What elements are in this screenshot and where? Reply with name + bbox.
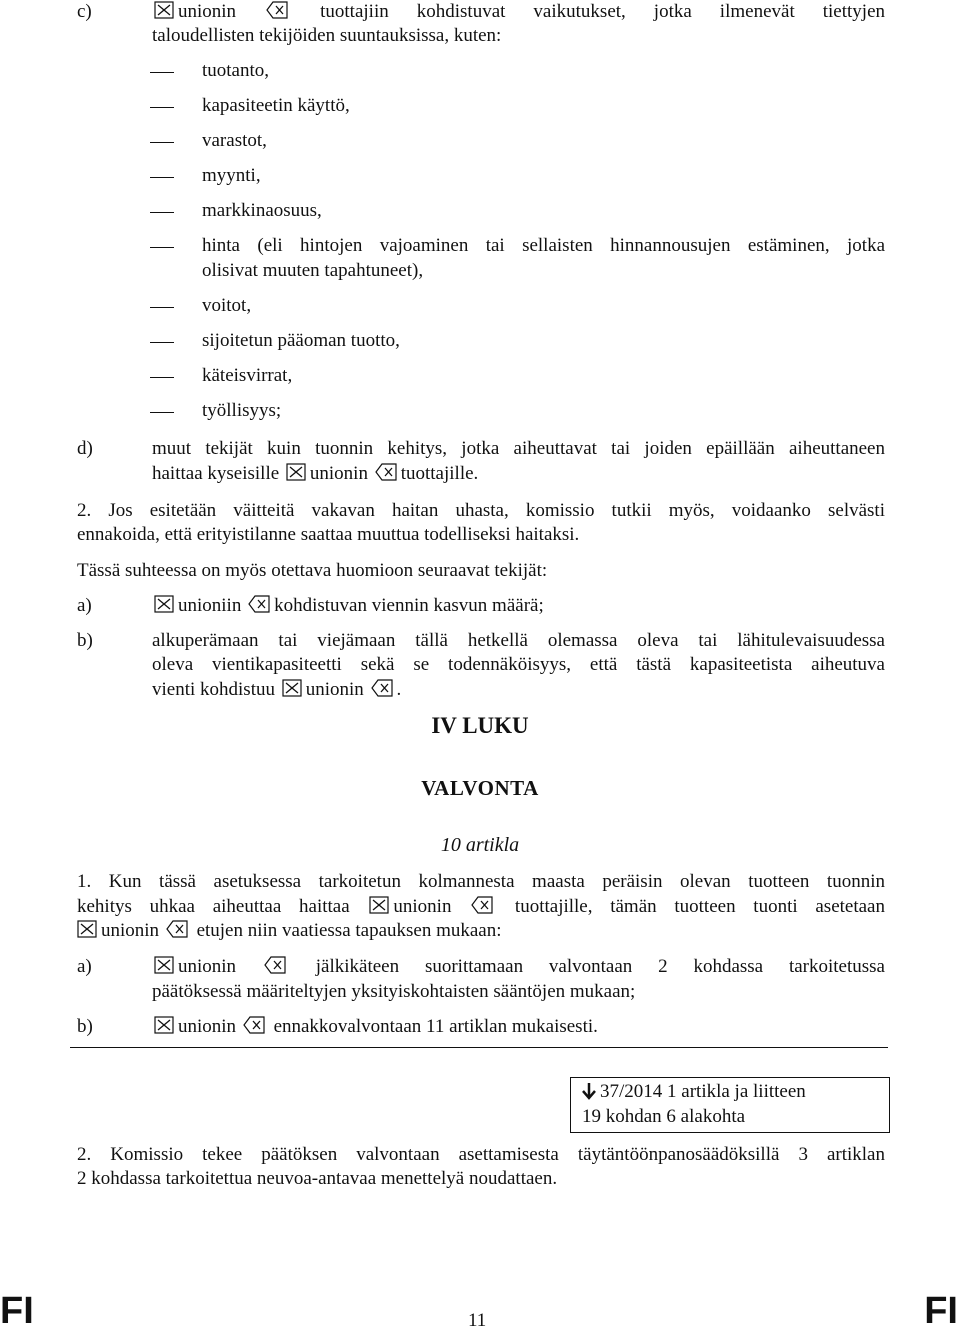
item-label-b: b) (77, 630, 93, 651)
item-label-b: b) (77, 1016, 93, 1037)
article-1-line-3-end: etujen niin vaatiessa tapauksen mukaan: (196, 920, 502, 941)
list-item-continuation: olisivat muuten tapahtuneet), (202, 260, 424, 281)
d-line-2-end: tuottajille. (400, 463, 479, 484)
article-1-line-2-end: tuottajille, tämän tuotteen tuonti asetetaan (514, 896, 885, 917)
b-line-2: oleva vientikapasiteetti sekä se todennäköisyys, että tästä kapasiteetista aiheutuva (152, 654, 885, 675)
down-arrow-icon (582, 1082, 596, 1100)
a-line (152, 594, 544, 618)
list-item: kapasiteetin käyttö, (202, 95, 350, 116)
dash-bullet (150, 412, 174, 413)
list-item: voitot, (202, 295, 252, 316)
article-1-line-2 (77, 895, 885, 919)
delete-marker-icon (375, 463, 397, 481)
delete-marker-icon (471, 896, 493, 914)
list-item: myynti, (202, 165, 261, 186)
chapter-title: VALVONTA (421, 776, 539, 800)
article-2-line-2: 2 kohdassa tarkoitettua neuvoa-antavaa menettelyä noudattaen. (77, 1168, 558, 1189)
footer-language-left: FI (0, 1290, 34, 1332)
insert-marker-icon (154, 1, 174, 19)
article-heading: 10 artikla (440, 834, 520, 856)
dash-bullet (150, 342, 174, 343)
page-number: 11 (468, 1310, 487, 1331)
d-line-1: muut tekijät kuin tuonnin kehitys, jotka aiheuttavat tai joiden epäillään aiheuttaneen (152, 438, 885, 459)
insert-marker-icon (282, 679, 302, 697)
article-2-line-1: 2. Komissio tekee päätöksen valvontaan asettamisesta täytäntöönpanosäädöksillä 3 artiklan (77, 1144, 885, 1165)
consider-intro: Tässä suhteessa on myös otettava huomioon seuraavat tekijät: (77, 560, 548, 581)
b-line-1: alkuperämaan tai viejämaan tällä hetkellä olemassa oleva tai lähitulevaisuudessa (152, 630, 885, 651)
d-line-2-start: haittaa kyseisille (152, 463, 280, 484)
union-word: unionin (178, 1016, 237, 1037)
list-item: käteisvirrat, (202, 365, 293, 386)
aa-line-1 (152, 955, 885, 979)
list-item: työllisyys; (202, 400, 282, 421)
delete-marker-icon (243, 1016, 265, 1034)
list-item: sijoitetun pääoman tuotto, (202, 330, 400, 351)
aa-line-2: päätöksessä määriteltyjen yksityiskohtaisten sääntöjen mukaan; (152, 981, 636, 1002)
insert-marker-icon (286, 463, 306, 481)
ab-line-tail: ennakkovalvontaan 11 artiklan mukaisesti. (273, 1016, 598, 1037)
insert-marker-icon (154, 1016, 174, 1034)
union-word: unioniin (178, 595, 242, 616)
list-item: markkinaosuus, (202, 200, 322, 221)
dash-bullet (150, 142, 174, 143)
dash-bullet (150, 212, 174, 213)
list-item: varastot, (202, 130, 267, 151)
union-word: unionin (393, 896, 452, 917)
item-label-d: d) (77, 438, 93, 459)
dash-bullet (150, 307, 174, 308)
delete-marker-icon (264, 956, 286, 974)
a-line-tail: kohdistuvan viennin kasvun määrä; (274, 595, 544, 616)
paragraph-2-line-2: ennakoida, että erityistilanne saattaa muuttua todelliseksi haitaksi. (77, 524, 580, 545)
article-1-line-1: 1. Kun tässä asetuksessa tarkoitetun kolmannesta maasta peräisin olevan tuotteen tuonnin (77, 871, 885, 892)
list-item: hinta (eli hintojen vajoaminen tai sellaisten hinnannousujen estäminen, jotka (202, 235, 885, 256)
delete-marker-icon (248, 595, 270, 613)
dash-bullet (150, 72, 174, 73)
b-line-3-start: vienti kohdistuu (152, 679, 275, 700)
separator-rule (70, 1047, 888, 1048)
delete-marker-icon (166, 920, 188, 938)
item-label-a: a) (77, 956, 92, 977)
insert-marker-icon (154, 956, 174, 974)
paragraph-2-line-1: 2. Jos esitetään väitteitä vakavan haitan uhasta, komissio tutkii myös, voidaanko selvästi (77, 500, 885, 521)
union-word: unionin (305, 679, 364, 700)
b-line-3 (152, 678, 401, 702)
dash-bullet (150, 247, 174, 248)
c-line-1-tail: tuottajiin kohdistuvat vaikutukset, jotka ilmenevät tiettyjen (320, 1, 886, 22)
c-line-2: taloudellisten tekijöiden suuntauksissa, kuten: (152, 25, 502, 46)
list-item: tuotanto, (202, 60, 270, 81)
delete-marker-icon (371, 679, 393, 697)
item-label-a: a) (77, 595, 92, 616)
union-word: unionin (178, 956, 237, 977)
dash-bullet (150, 107, 174, 108)
c-line-1 (152, 0, 885, 24)
b-line-3-end: . (396, 679, 402, 700)
union-word: unionin (178, 1, 237, 22)
amendment-reference-line-1 (582, 1080, 806, 1104)
d-line-2 (152, 462, 478, 486)
dash-bullet (150, 177, 174, 178)
union-word: unionin (309, 463, 368, 484)
ab-line (152, 1015, 598, 1039)
insert-marker-icon (154, 595, 174, 613)
aa-line-1-tail: jälkikäteen suorittamaan valvontaan 2 kohdassa tarkoitetussa (315, 956, 885, 977)
amendment-reference-line-2: 19 kohdan 6 alakohta (582, 1106, 746, 1127)
insert-marker-icon (77, 920, 97, 938)
footer-language-right: FI (924, 1290, 958, 1332)
chapter-heading: IV LUKU (431, 713, 529, 738)
union-word: unionin (101, 920, 160, 941)
item-label-c: c) (77, 1, 92, 22)
delete-marker-icon (266, 1, 288, 19)
article-1-line-2-start: kehitys uhkaa aiheuttaa haittaa (77, 896, 350, 917)
amendment-reference-text-1: 37/2014 1 artikla ja liitteen (600, 1081, 806, 1102)
insert-marker-icon (369, 896, 389, 914)
dash-bullet (150, 377, 174, 378)
article-1-line-3 (77, 919, 502, 943)
